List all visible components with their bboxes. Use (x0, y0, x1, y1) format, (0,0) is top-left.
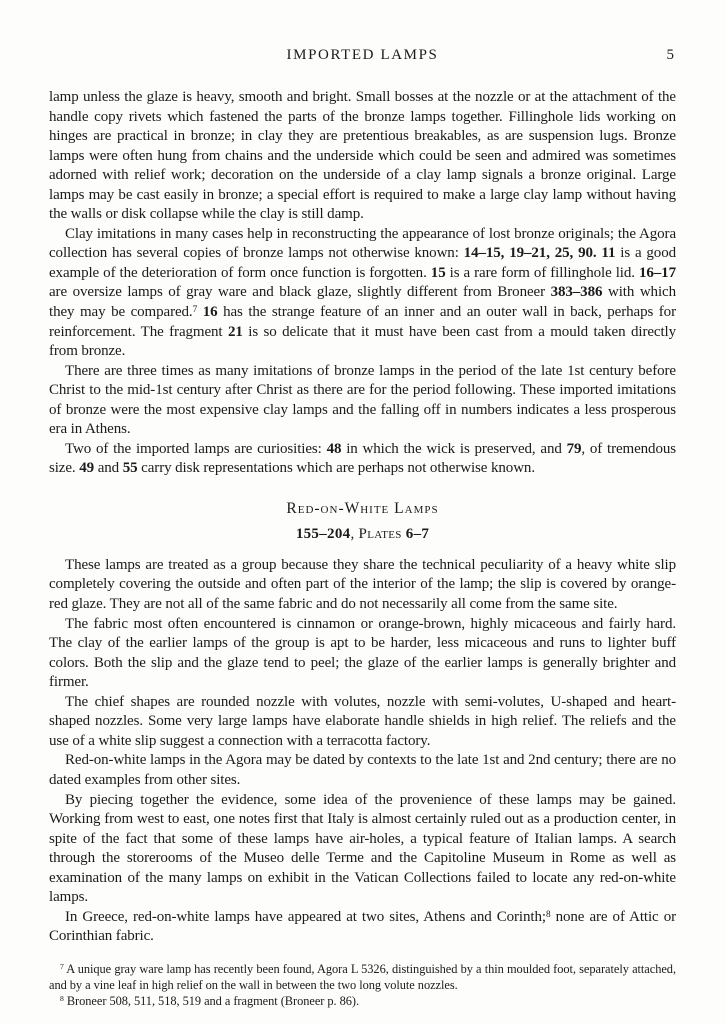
running-title: IMPORTED LAMPS (286, 47, 439, 63)
paragraph: Red-on-white lamps in the Agora may be dated by contexts to the late 1st and 2nd century; there are no dated examples from other sites. (49, 752, 676, 788)
intro-paragraphs (49, 88, 676, 479)
footnote: $^7$ A unique gray ware lamp has recently been found, Agora L 5326, distinguished by a thin moulded foot, separately attached, and by a vine leaf in high relief on the wall in between the two long volute nozzles. (49, 961, 676, 992)
paragraph: In Greece, red-on-white lamps have appeared at two sites, Athens and Corinth;$^8$ none are of Attic or Corinthian fabric. (49, 908, 676, 945)
paragraph: The chief shapes are rounded nozzle with volutes, nozzle with semi-volutes, U-shaped and heart-shaped nozzles. Some very large lamps have elaborate handle shields in high relief. The reliefs and the use of a white slip suggest a connection with a terracotta factory. (49, 693, 676, 749)
footnote: $^8$ Broneer 508, 511, 518, 519 and a fragment (Broneer p. 86). (60, 993, 360, 1008)
paragraph: By piecing together the evidence, some idea of the provenience of these lamps may be gained. Working from west to east, one notes first that Italy is almost certainly ruled out as a production center, in spite of the fact that some of these lamps have air-holes, a typical feature of Italian lamps. A search through the storerooms of the Museo delle Terme and the Capitoline Museum in Rome as well as examination of the many lamps on exhibit in the Vatican Collections failed to locate any red-on-white lamps. (49, 791, 676, 906)
paragraph: These lamps are treated as a group because they share the technical peculiarity of a heavy white slip completely covering the outside and often part of the interior of the lamp; the slip is covered by orange-red glaze. They are not all of the same fabric and do not necessarily all come from the same site. (49, 556, 676, 613)
paragraph: There are three times as many imitations of bronze lamps in the period of the late 1st century before Christ to the mid-1st century after Christ as there are for the period following. These imported imitations of bronze were the most expensive clay lamps and the falling off in numbers indicates a less prosperous era in Athens. (49, 362, 676, 438)
paragraph: Two of the imported lamps are curiosities: 48 in which the wick is preserved, and 79, of tremendous size. 49 and 55 carry disk representations which are perhaps not otherwise known. (49, 440, 676, 477)
paragraph: The fabric most often encountered is cinnamon or orange-brown, highly micaceous and fairly hard. The clay of the earlier lamps of the group is apt to be harder, less micaceous and runs to lighter buff colors. Both the slip and the glaze tend to peel; the glaze of the earlier lamps is generally brighter and firmer. (49, 615, 676, 691)
section-paragraphs (49, 556, 676, 947)
page-number: 5 (666, 47, 674, 63)
paragraph: lamp unless the glaze is heavy, smooth and bright. Small bosses at the nozzle or at the attachment of the handle copy rivets which fastened the parts of the bronze lamps together. Fillinghole lids working on hinges are practical in bronze; in clay they are pretentious breakables, as are suspension lugs. Bronze lamps were often hung from chains and the underside which could be seen and admired was sometimes adorned with relief work; decoration on the underside of a clay lamp signals a bronze original. Large lamps may be cast easily in bronze; a special effort is required to make a large clay lamp without having the walls or disk collapse while the clay is still damp. (49, 89, 676, 223)
page-header (49, 47, 676, 64)
section-subheading: 155–204, Plates 6–7 (295, 525, 430, 542)
section-heading: Red-on-White Lamps (286, 499, 439, 517)
paragraph: Clay imitations in many cases help in reconstructing the appearance of lost bronze originals; the Agora collection has several copies of bronze lamps not otherwise known: 14–15, 19–21, 25, 90. 11 is a good example of the deterioration of form once function is forgotten. 15 is a rare form of fillinghole lid. 16–17 are oversize lamps of gray ware and black glaze, slightly different from Broneer 383–386 with which they may be compared.$^7$ 16 has the strange feature of an inner and an outer wall in back, perhaps for reinforcement. The fragment 21 is so delicate that it must have been cast from a mould taken directly from bronze. (49, 225, 676, 360)
footnotes (49, 962, 676, 1010)
